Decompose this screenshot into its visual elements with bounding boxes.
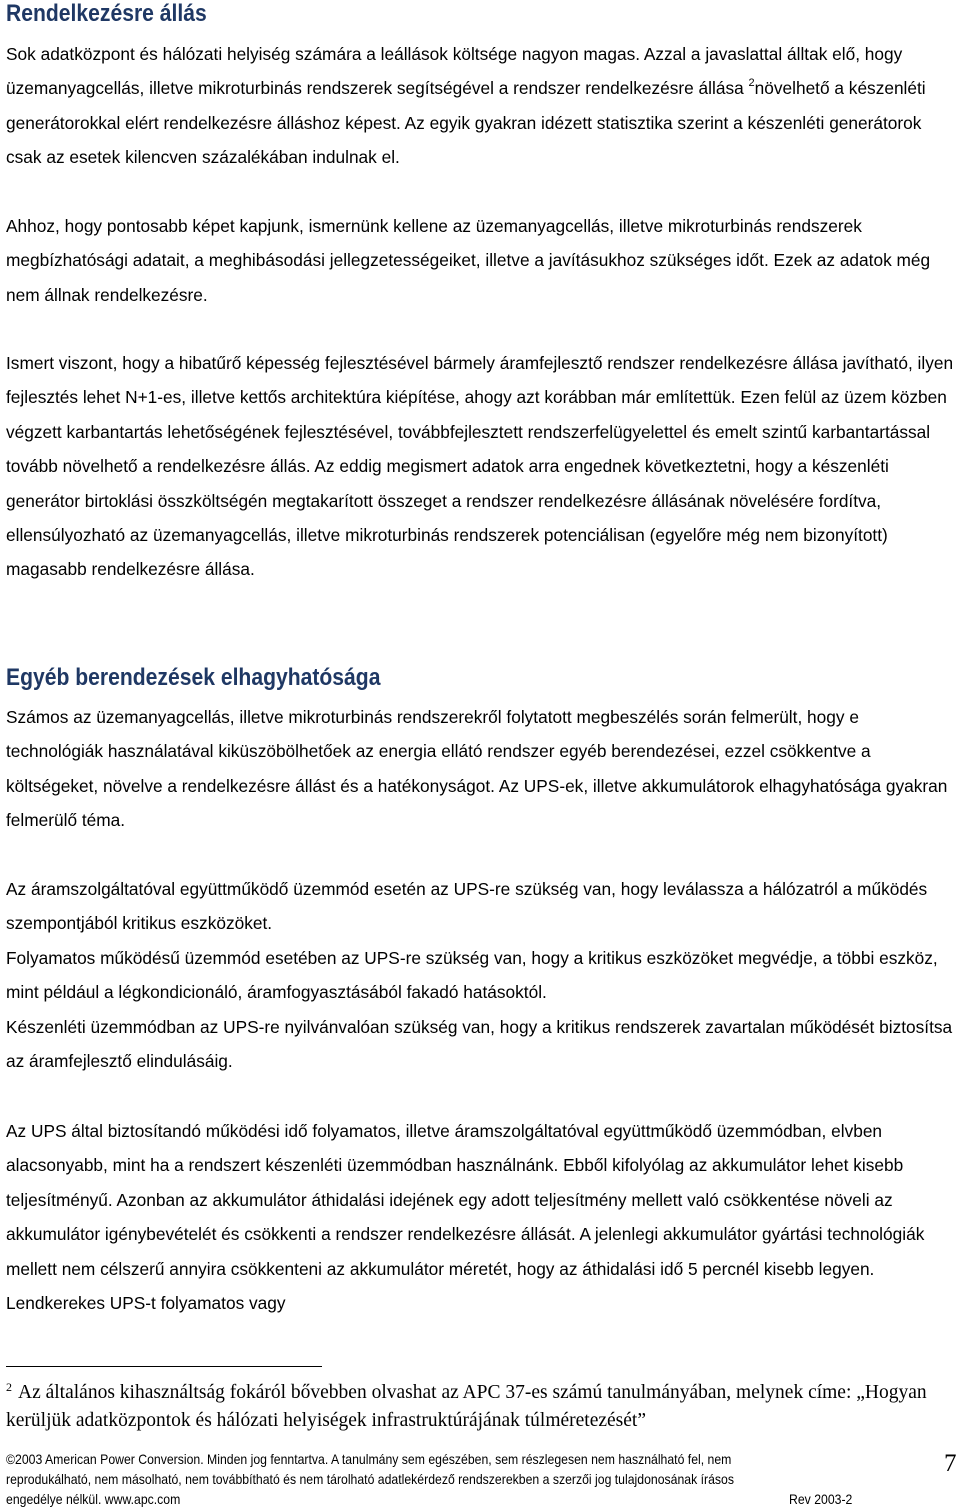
paragraph-equipment-elimination: Számos az üzemanyagcellás, illetve mikroturbinás rendszerekről folytatott megbeszélés során felmerült, hogy e technológiák használatával kiküszöbölhetőek az energia ellátó rendszer egyéb berendezései, ezzel csökkentve a költségeket, növelve a rendelkezésre állást és a hatékonyságot. Az UPS-ek, illetve akkumulátorok elhagyhatósága gyakran felmerülő téma. [6,707,948,831]
page-number: 7 [944,1450,957,1477]
paragraph-grid-parallel-mode: Az áramszolgáltatóval együttműködő üzemmód esetén az UPS-re szükség van, hogy leválassza a hálózatról a működés szempontjából kritikus eszközöket. [6,879,928,934]
paragraph-standby-mode: Készenléti üzemmódban az UPS-re nyilvánvalóan szükség van, hogy a kritikus rendszerek zavartalan működését biztosítsa az áramfejlesztő elindulásáig. [6,1017,953,1072]
revision-label: Rev 2003-2 [789,1491,853,1507]
footnote-marker: 2 [6,1380,12,1394]
copyright-line-2: reprodukálható, nem másolható, nem továbbítható és nem tárolható adatlekérdező rendszerekben a szerzői jog tulajdonosának írásos [6,1471,734,1487]
footnote [6,1379,954,1435]
copyright-line-1: ©2003 American Power Conversion. Minden jog fenntartva. A tanulmány sem egészében, sem részlegesen nem használható fel, nem [6,1451,732,1467]
paragraph-availability-intro [6,37,954,175]
copyright-line-3: engedélye nélkül. www.apc.com [6,1491,181,1507]
paragraph-text-after-footnote: növelhető a készenléti generátorokkal elért rendelkezésre álláshoz képest. Az egyik gyakran idézett statisztika szerint a készenléti generátorok csak az esetek kilencven százalékában indulnak el. [6,78,926,168]
paragraph-ups-runtime: Az UPS által biztosítandó működési idő folyamatos, illetve áramszolgáltatóval együttműködő üzemmódban, elvben alacsonyabb, mint ha a rendszert készenléti üzemmódban használnánk. Ebből kifolyólag az akkumulátor lehet kisebb teljesítményű. Azonban az akkumulátor áthidalási idejének egy adott teljesítmény mellett való csökkentése növeli az akkumulátor igénybevételét és csökkenti a rendszer rendelkezésre állását. A jelenlegi akkumulátor gyártási technológiák mellett nem célszerű annyira csökkenteni az akkumulátor méretét, hogy az áthidalási idő 5 percnél kisebb legyen. Lendkerekes UPS-t folyamatos vagy [6,1121,925,1314]
paragraph-fault-tolerance: Ismert viszont, hogy a hibatűrő képesség fejlesztésével bármely áramfejlesztő rendszer rendelkezésre állása javítható, ilyen fejlesztés lehet N+1-es, illetve kettős architektúra kiépítése, ahogy azt korábban már említettük. Ezen felül az üzem közben végzett karbantartás lehetőségének fejlesztésével, továbbfejlesztett rendszerfelügyelettel és emelt szintű karbantartással tovább növelhető a rendelkezésre állás. Az eddig megismert adatok arra engednek következtetni, hogy a készenléti generátor birtoklási összköltségén megtakarított összeget a rendszer rendelkezésre állásának növelésére fordítva, ellensúlyozható az üzemanyagcellás, illetve mikroturbinás rendszerek potenciálisan (egyelőre még nem bizonyított) magasabb rendelkezésre állása. [6,353,954,580]
paragraph-text-before-footnote: Sok adatközpont és hálózati helyiség számára a leállások költsége nagyon magas. Azzal a javaslattal álltak elő, hogy üzemanyagcellás, illetve mikroturbinás rendszerek segítségével a rendszer rendelkezésre állása [6,44,903,99]
footnote-text: Az általános kihasználtság fokáról bővebben olvashat az APC 37-es számú tanulmányában, melynek címe: „Hogyan kerüljük adatközpontok és hálózati helyiségek infrastruktúrájának túlméretezését” [6,1382,927,1431]
footnote-separator-line [6,1366,322,1367]
footnote-reference-marker[interactable]: 2 [748,77,755,90]
paragraph-continuous-mode: Folyamatos működésű üzemmód esetében az UPS-re szükség van, hogy a kritikus eszközöket megvédje, a többi eszköz, mint például a légkondicionáló, áramfogyasztásából fakadó hatásoktól. [6,948,938,1003]
section-heading-other-equipment: Egyéb berendezések elhagyhatósága [6,664,381,691]
section-heading-availability: Rendelkezésre állás [6,0,207,27]
page-footer [6,1449,906,1511]
paragraph-reliability-data: Ahhoz, hogy pontosabb képet kapjunk, ismernünk kellene az üzemanyagcellás, illetve mikroturbinás rendszerek megbízhatósági adatait, a meghibásodási jellegzetességeiket, illetve a javításukhoz szükséges időt. Ezek az adatok még nem állnak rendelkezésre. [6,216,931,305]
